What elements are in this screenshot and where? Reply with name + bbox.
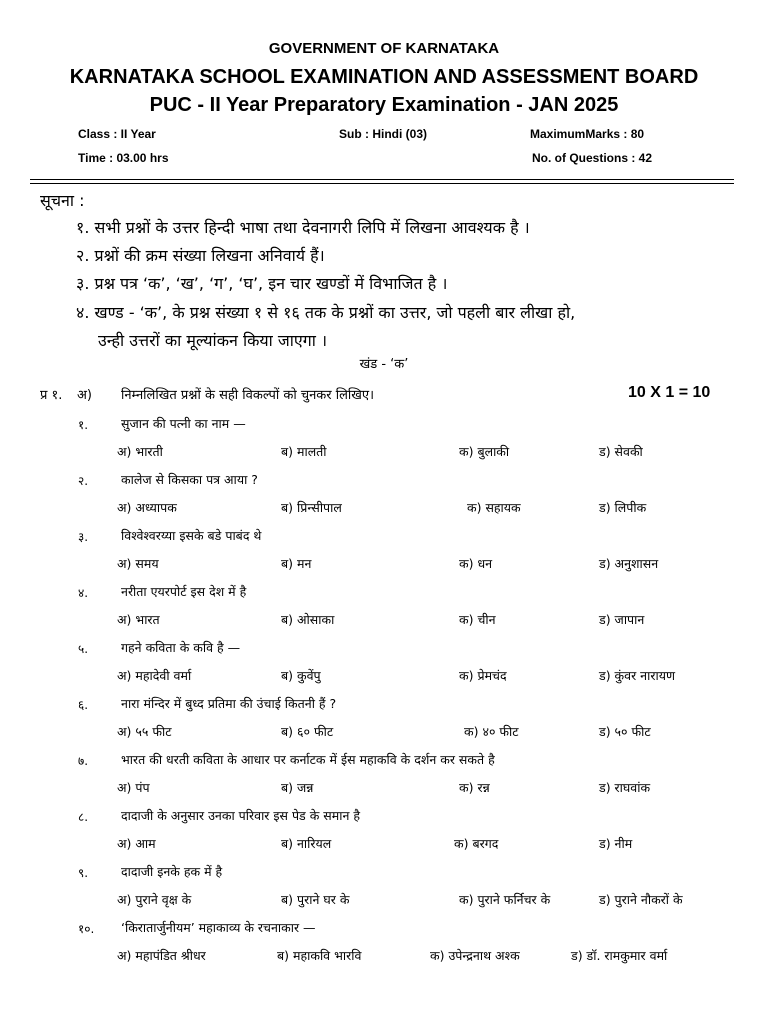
- option-a: अ) ५५ फीट: [117, 724, 172, 739]
- option-d: ड) अनुशासन: [599, 556, 659, 571]
- question-number: ७.: [78, 754, 89, 768]
- question-text: विश्वेश्वरय्या इसके बडे पाबंद थे: [121, 528, 262, 543]
- option-c: क) पुराने फर्निचर के: [459, 892, 551, 907]
- option-d: ड) ५० फीट: [599, 724, 651, 739]
- option-c: क) बुलाकी: [459, 444, 510, 459]
- option-a: अ) भारती: [117, 444, 163, 459]
- instruction-line: १. सभी प्रश्नों के उत्तर हिन्दी भाषा तथा देवनागरी लिपि में लिखना आवश्यक है ।: [76, 218, 530, 237]
- question-number: १.: [78, 418, 89, 432]
- option-b: ब) ६० फीट: [281, 724, 334, 739]
- question-text: कालेज से किसका पत्र आया ?: [121, 472, 258, 487]
- option-d: ड) पुराने नौकरों के: [599, 892, 683, 907]
- option-b: ब) जन्न: [281, 780, 314, 795]
- option-d: ड) जापान: [599, 612, 645, 627]
- question-number: ६.: [78, 698, 89, 712]
- exam-title: PUC - II Year Preparatory Examination - JAN 2025: [149, 94, 619, 116]
- option-d: ड) लिपीक: [599, 500, 647, 515]
- option-a: अ) भारत: [117, 612, 160, 627]
- option-a: अ) महापंडित श्रीधर: [117, 948, 206, 963]
- question-text: नरीता एयरपोर्ट इस देश में है: [121, 584, 247, 599]
- subject-label: Sub : Hindi (03): [339, 127, 427, 141]
- question-number: ८.: [78, 810, 89, 824]
- option-c: क) सहायक: [467, 500, 521, 515]
- option-b: ब) कुवेंपु: [281, 668, 321, 683]
- option-a: अ) पंप: [117, 780, 150, 795]
- section-title: खंड - ‘क’: [359, 357, 409, 372]
- header-divider-top: [30, 179, 734, 180]
- question-number: ४.: [78, 586, 89, 600]
- marks-allocation: 10 X 1 = 10: [628, 384, 711, 401]
- option-a: अ) पुराने वृक्ष के: [117, 892, 192, 907]
- option-a: अ) अध्यापक: [117, 500, 177, 515]
- option-a: अ) महादेवी वर्मा: [117, 668, 192, 683]
- option-d: ड) सेवकी: [599, 444, 643, 459]
- question-count-label: No. of Questions : 42: [532, 151, 653, 165]
- instruction-line: २. प्रश्नों की क्रम संख्या लिखना अनिवार्य हैं।: [76, 246, 325, 265]
- instructions-heading: सूचना :: [40, 191, 85, 210]
- question-text: सुजान की पत्नी का नाम —: [121, 416, 246, 431]
- option-a: अ) समय: [117, 556, 159, 571]
- question-text: ‘किरातार्जुनीयम’ महाकाव्य के रचनाकार —: [121, 920, 316, 935]
- government-heading: GOVERNMENT OF KARNATAKA: [268, 40, 500, 57]
- option-b: ब) मन: [281, 556, 312, 571]
- question-number: ५.: [78, 642, 89, 656]
- instruction-line: ३. प्रश्न पत्र ‘क’, ‘ख’, ‘ग’, ‘घ’, इन चार खण्डों में विभाजित है ।: [76, 274, 448, 293]
- option-b: ब) प्रिन्सीपाल: [281, 500, 342, 515]
- option-c: क) रन्न: [459, 780, 490, 795]
- question-group-label: प्र १.: [40, 388, 63, 403]
- max-marks-label: MaximumMarks : 80: [530, 127, 645, 141]
- instruction-line: उन्ही उत्तरों का मूल्यांकन किया जाएगा ।: [98, 331, 328, 350]
- option-c: क) ४० फीट: [464, 724, 519, 739]
- option-c: क) चीन: [459, 612, 496, 627]
- question-number: ९.: [78, 866, 89, 880]
- board-heading: KARNATAKA SCHOOL EXAMINATION AND ASSESSMENT BOARD: [69, 66, 699, 88]
- option-b: ब) नारियल: [281, 836, 332, 851]
- question-text: दादाजी इनके हक में है: [121, 864, 223, 879]
- section-instruction: निम्नलिखित प्रश्नों के सही विकल्पों को चुनकर लिखिए।: [121, 388, 375, 403]
- question-number: ३.: [78, 530, 89, 544]
- class-label: Class : II Year: [78, 127, 156, 141]
- question-text: गहने कविता के कवि है —: [121, 640, 241, 655]
- option-a: अ) आम: [117, 836, 156, 851]
- option-d: ड) कुंवर नारायण: [599, 668, 675, 683]
- option-b: ब) महाकवि भारवि: [277, 948, 362, 963]
- question-text: दादाजी के अनुसार उनका परिवार इस पेड के समान है: [121, 808, 360, 823]
- option-c: क) बरगद: [454, 836, 499, 851]
- time-label: Time : 03.00 hrs: [78, 151, 169, 165]
- header-divider-bottom: [30, 183, 734, 184]
- option-c: क) प्रेमचंद: [459, 668, 507, 683]
- option-d: ड) डॉ. रामकुमार वर्मा: [571, 948, 668, 963]
- question-number: १०.: [78, 922, 95, 936]
- question-number: २.: [78, 474, 89, 488]
- option-d: ड) राघवांक: [599, 780, 651, 795]
- option-c: क) धन: [459, 556, 493, 571]
- instruction-line: ४. खण्ड - ‘क’, के प्रश्न संख्या १ से १६ तक के प्रश्नों का उत्तर, जो पहली बार लीखा हो,: [76, 303, 576, 322]
- question-text: नारा मंन्दिर में बुध्द प्रतिमा की उंचाई कितनी हैं ?: [121, 696, 337, 711]
- option-b: ब) पुराने घर के: [281, 892, 350, 907]
- option-c: क) उपेन्द्रनाथ अश्क: [430, 948, 520, 963]
- option-b: ब) मालती: [281, 444, 327, 459]
- option-b: ब) ओसाका: [281, 612, 335, 627]
- option-d: ड) नीम: [599, 836, 633, 851]
- question-text: भारत की धरती कविता के आधार पर कर्नाटक में ईस महाकवि के दर्शन कर सकते है: [121, 752, 495, 767]
- question-part-label: अ): [77, 388, 93, 403]
